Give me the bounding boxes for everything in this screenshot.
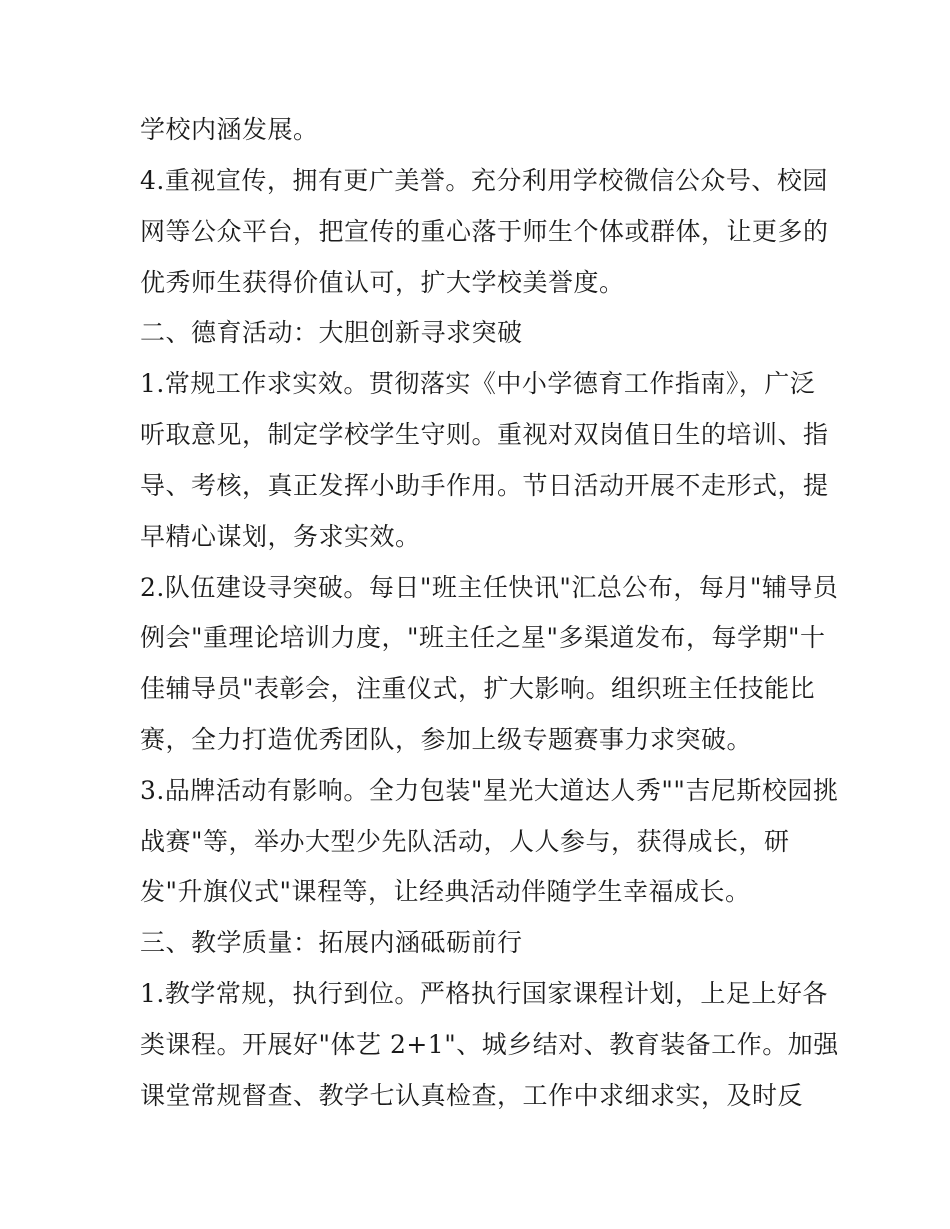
text-line: 例会"重理论培训力度，"班主任之星"多渠道发布，每学期"十 <box>140 623 826 652</box>
text-line: 课堂常规督查、教学七认真检查，工作中求细求实，及时反 <box>140 1081 804 1110</box>
section-heading: 二、德育活动：大胆创新寻求突破 <box>140 318 523 347</box>
text-line: 学校内涵发展。 <box>140 115 319 144</box>
text-line: 2.队伍建设寻突破。每日"班主任快讯"汇总公布，每月"辅导员 <box>140 573 839 602</box>
text-line: 网等公众平台，把宣传的重心落于师生个体或群体，让更多的 <box>140 217 829 246</box>
text-line: 听取意见，制定学校学生守则。重视对双岗值日生的培训、指 <box>140 420 829 449</box>
text-line: 佳辅导员"表彰会，注重仪式，扩大影响。组织班主任技能比 <box>140 674 816 703</box>
text-line: 早精心谋划，务求实效。 <box>140 522 421 551</box>
text-line: 优秀师生获得价值认可，扩大学校美誉度。 <box>140 268 625 297</box>
text-line: 1.教学常规，执行到位。严格执行国家课程计划，上足上好各 <box>140 979 828 1008</box>
text-line: 导、考核，真正发挥小助手作用。节日活动开展不走形式，提 <box>140 471 829 500</box>
text-line: 发"升旗仪式"课程等，让经典活动伴随学生幸福成长。 <box>140 877 751 906</box>
text-line: 1.常规工作求实效。贯彻落实《中小学德育工作指南》，广泛 <box>140 369 816 398</box>
text-line: 战赛"等，举办大型少先队活动，人人参与，获得成长，研 <box>140 827 790 856</box>
text-line: 4.重视宣传，拥有更广美誉。充分利用学校微信公众号、校园 <box>140 166 828 195</box>
text-line: 赛，全力打造优秀团队，参加上级专题赛事力求突破。 <box>140 725 753 754</box>
text-line: 3.品牌活动有影响。全力包装"星光大道达人秀""吉尼斯校园挑 <box>140 776 839 805</box>
section-heading: 三、教学质量：拓展内涵砥砺前行 <box>140 928 523 957</box>
text-line: 类课程。开展好"体艺 2+1"、城乡结对、教育装备工作。加强 <box>140 1030 839 1059</box>
